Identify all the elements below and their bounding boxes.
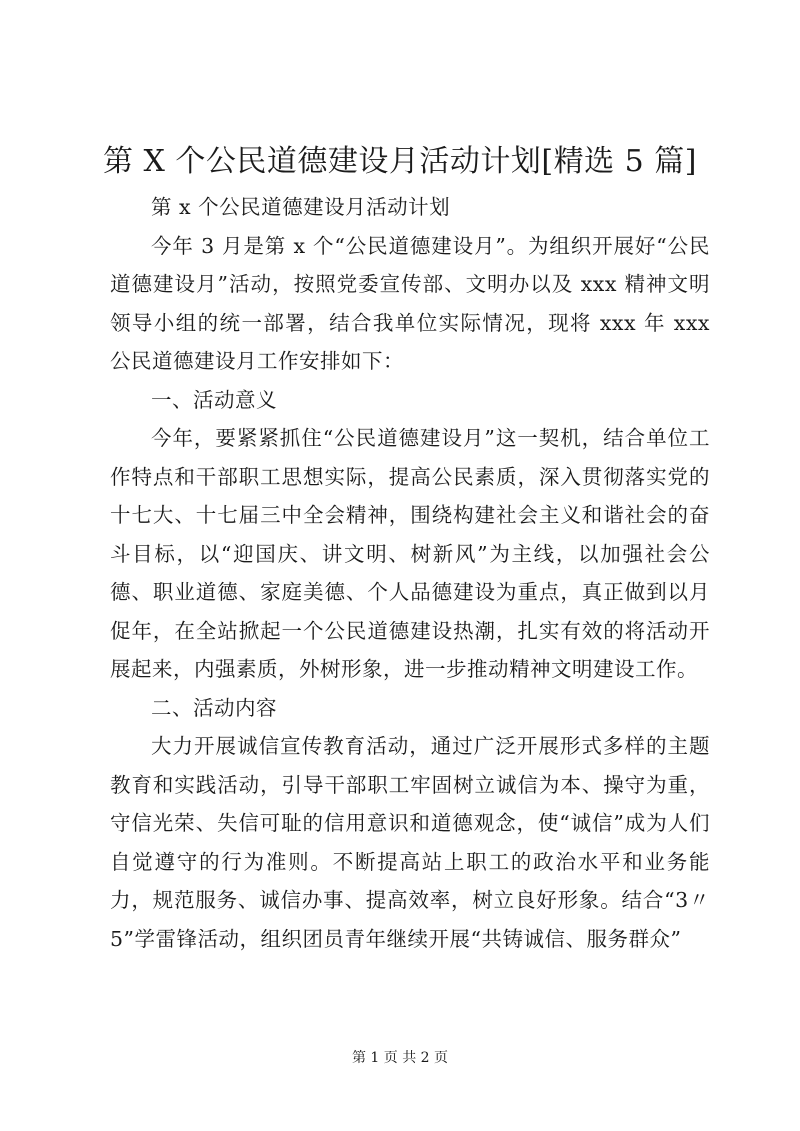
document-title: 第 X 个公民道德建设月活动计划[精选 5 篇]: [103, 144, 697, 179]
content-paragraph: 大力开展诚信宣传教育活动，通过广泛开展形式多样的主题教育和实践活动，引导干部职工牢固树立诚信为本、操守为重，守信光荣、失信可耻的信用意识和道德观念，使“诚信”成为人们自觉遵守的行为准则。不断提高站上职工的政治水平和业务能力，规范服务、诚信办事、提高效率，树立良好形象。结合“3〃5”学雷锋活动，组织团员青年继续开展“共铸诚信、服务群众”: [110, 734, 710, 951]
document-body: [110, 188, 710, 958]
section-heading-content: 二、活动内容: [151, 695, 277, 720]
section-heading-significance: 一、活动意义: [151, 387, 277, 412]
significance-paragraph: 今年，要紧紧抓住“公民道德建设月”这一契机，结合单位工作特点和干部职工思想实际，提高公民素质，深入贯彻落实党的十七大、十七届三中全会精神，围绕构建社会主义和谐社会的奋斗目标，以“迎国庆、讲文明、树新风”为主线，以加强社会公德、职业道德、家庭美德、个人品德建设为重点，真正做到以月促年，在全站掀起一个公民道德建设热潮，扎实有效的将活动开展起来，内强素质，外树形象，进一步推动精神文明建设工作。: [110, 426, 710, 681]
subtitle-paragraph: 第 x 个公民道德建设月活动计划: [151, 195, 451, 219]
intro-paragraph: 今年 3 月是第 x 个“公民道德建设月”。为组织开展好“公民道德建设月”活动，按照党委宣传部、文明办以及 xxx 精神文明领导小组的统一部署，结合我单位实际情况，现将 xxx 年 xxx 公民道德建设月工作安排如下：: [110, 233, 710, 373]
page-footer: 第 1 页 共 2 页: [351, 1050, 449, 1066]
